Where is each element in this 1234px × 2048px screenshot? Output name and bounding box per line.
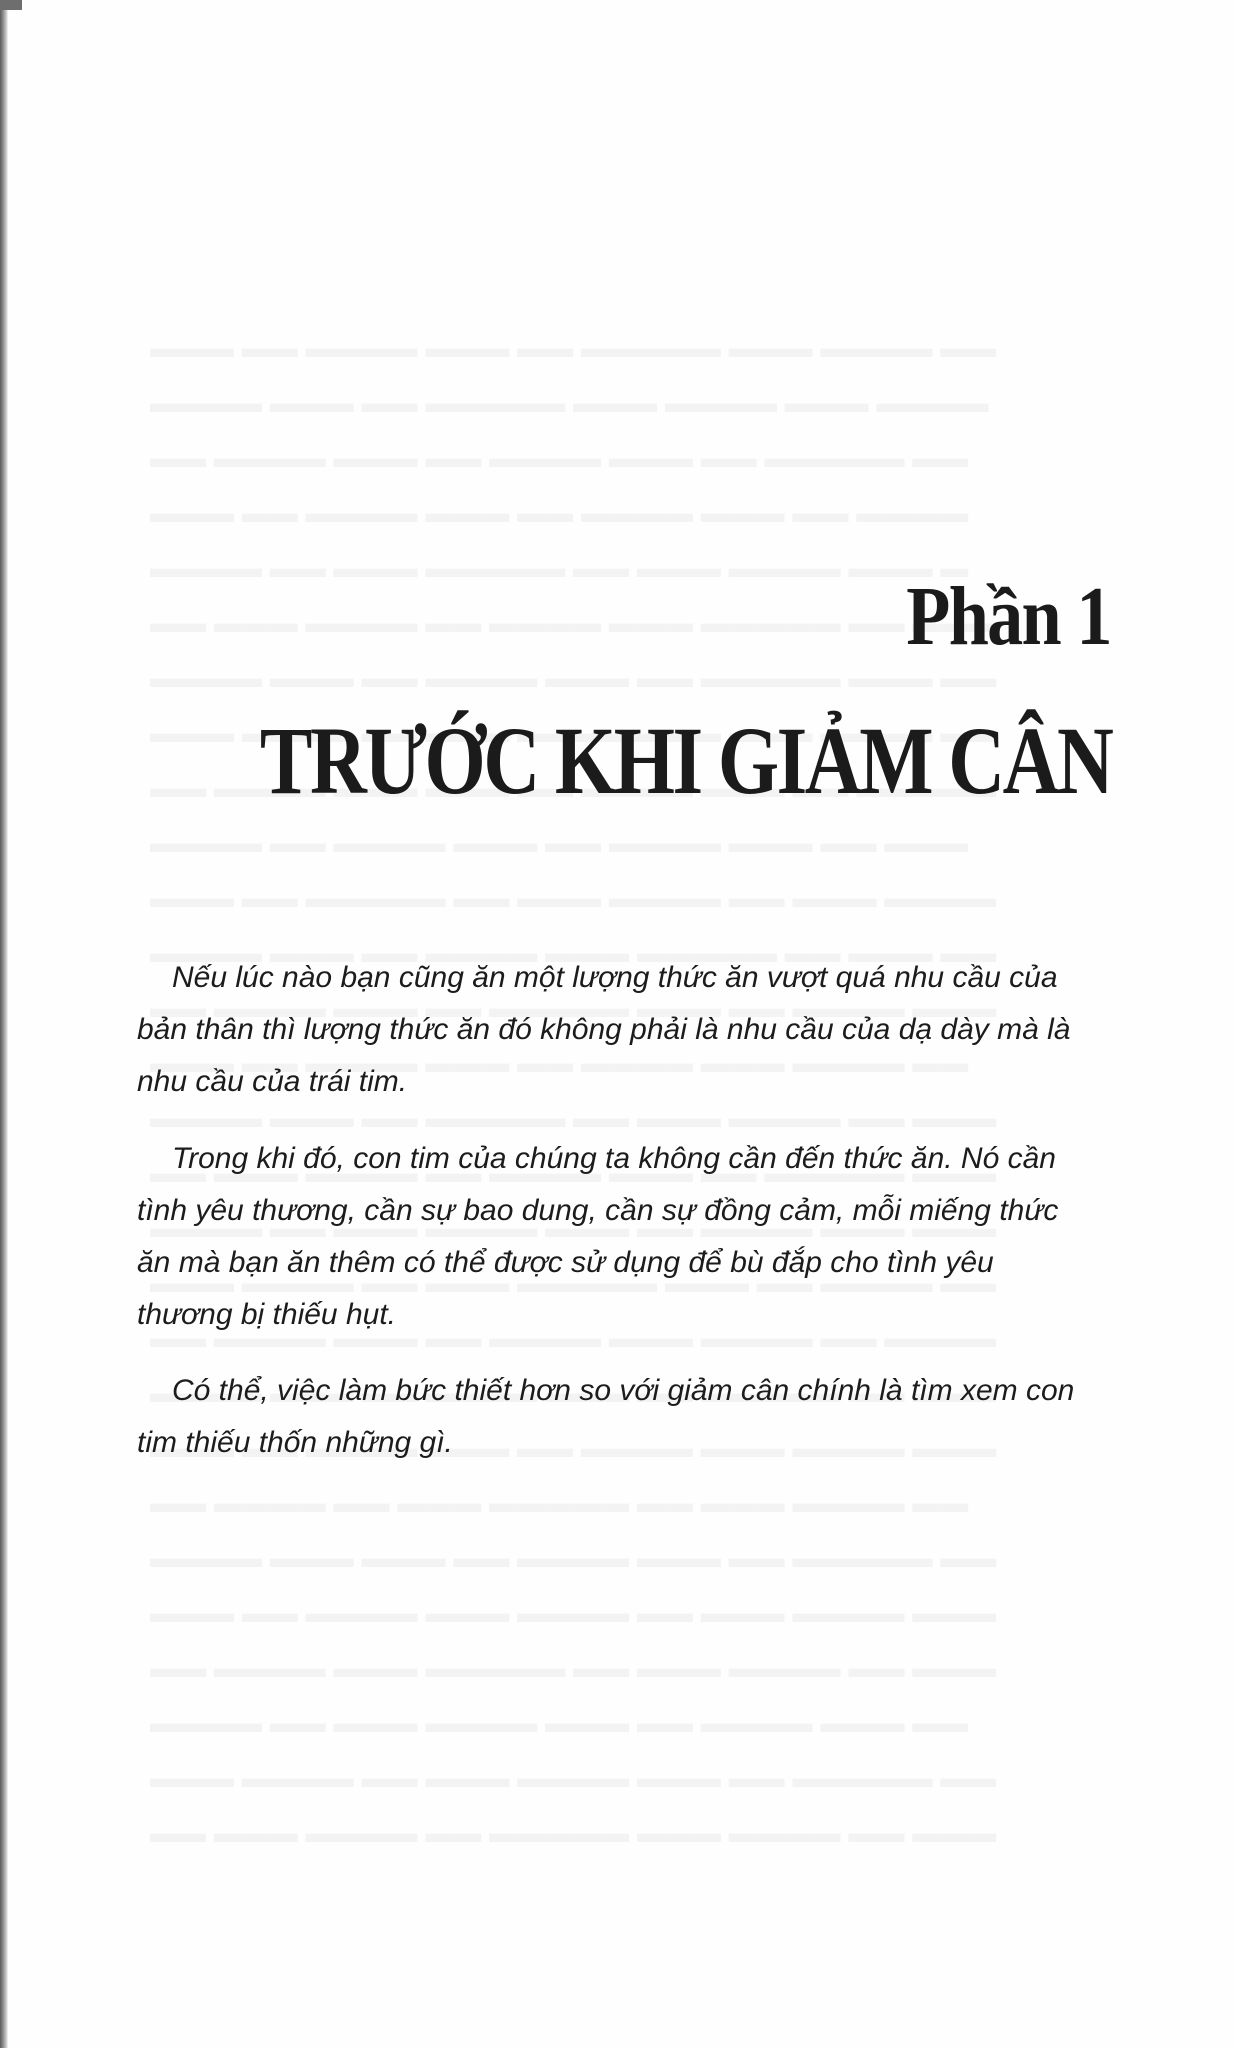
body-paragraph: Trong khi đó, con tim của chúng ta không cần đến thức ăn. Nó cần tình yêu thương, cần sự bao dung, cần sự đồng cảm, mỗi miếng thức ăn mà bạn ăn thêm có thể được sử dụng để bù đắp cho tình yêu thương bị thiếu hụt.	[137, 1142, 1059, 1331]
body-paragraph: Nếu lúc nào bạn cũng ăn một lượng thức ăn vượt quá nhu cầu của bản thân thì lượng thức ăn đó không phải là nhu cầu của dạ dày mà là nhu cầu của trái tim.	[137, 961, 1071, 1098]
part-number-heading: Phần 1	[906, 570, 1111, 663]
page-binding-edge	[0, 0, 8, 2048]
scan-corner-mark	[0, 0, 22, 10]
part-title-heading: TRƯỚC KHI GIẢM CÂN	[259, 707, 1111, 814]
body-paragraph: Có thể, việc làm bức thiết hơn so với giảm cân chính là tìm xem con tim thiếu thốn những gì.	[137, 1374, 1075, 1459]
bleed-through-texture	[150, 320, 1110, 1920]
